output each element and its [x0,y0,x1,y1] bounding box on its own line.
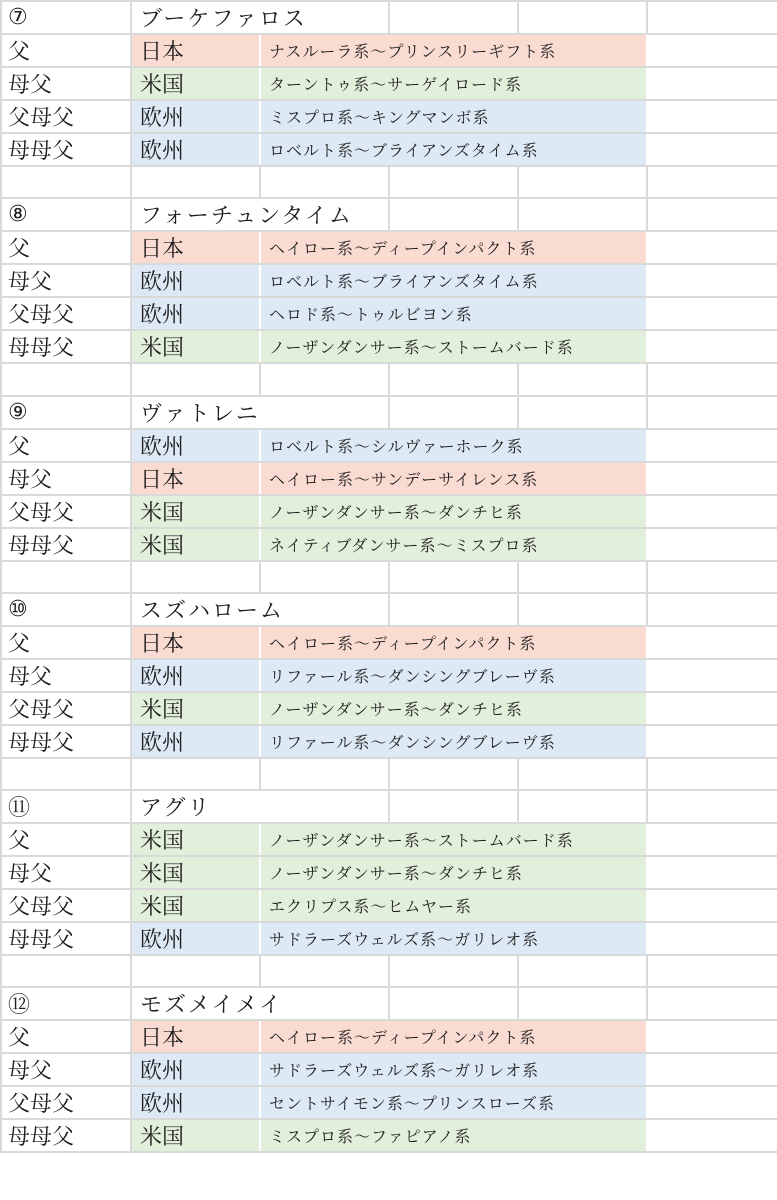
pedigree-row [1,330,777,363]
empty-cell[interactable] [647,856,777,889]
empty-cell[interactable] [389,1,518,34]
empty-cell[interactable] [647,955,777,987]
empty-cell[interactable] [647,363,777,395]
empty-cell[interactable] [260,561,389,593]
lineage-cell[interactable]: ヘイロー系～ディープインパクト系 [260,626,647,659]
region-cell[interactable]: 米国 [131,692,260,725]
pedigree-row [1,922,777,955]
ancestor-label[interactable]: 母母父 [1,528,131,561]
empty-cell[interactable] [518,758,647,790]
ancestor-label[interactable]: 母母父 [1,133,131,166]
horse-name[interactable]: フォーチュンタイム [131,198,389,231]
region-cell[interactable]: 米国 [131,67,260,100]
pedigree-row [1,34,777,67]
spacer-row [1,955,777,987]
empty-cell[interactable] [260,758,389,790]
empty-cell[interactable] [518,363,647,395]
empty-cell[interactable] [647,889,777,922]
empty-cell[interactable] [389,955,518,987]
empty-cell[interactable] [647,495,777,528]
lineage-cell[interactable]: ノーザンダンサー系～ストームバード系 [260,330,647,363]
lineage-cell[interactable]: リファール系～ダンシングブレーヴ系 [260,659,647,692]
empty-cell[interactable] [260,166,389,198]
empty-cell[interactable] [1,955,131,987]
lineage-cell[interactable]: ノーザンダンサー系～ストームバード系 [260,823,647,856]
ancestor-label[interactable]: 母母父 [1,725,131,758]
horse-name[interactable]: ブーケファロス [131,1,389,34]
pedigree-row [1,297,777,330]
lineage-cell[interactable]: ノーザンダンサー系～ダンチヒ系 [260,692,647,725]
horse-number[interactable]: ⑩ [1,593,131,626]
lineage-cell[interactable]: ノーザンダンサー系～ダンチヒ系 [260,495,647,528]
region-cell[interactable]: 欧州 [131,1086,260,1119]
empty-cell[interactable] [131,561,260,593]
horse-number[interactable]: ⑫ [1,987,131,1020]
empty-cell[interactable] [518,955,647,987]
ancestor-label[interactable]: 父母父 [1,495,131,528]
empty-cell[interactable] [647,823,777,856]
lineage-cell[interactable]: サドラーズウェルズ系～ガリレオ系 [260,1053,647,1086]
ancestor-label[interactable]: 父母父 [1,692,131,725]
empty-cell[interactable] [518,987,647,1020]
ancestor-label[interactable]: 父 [1,823,131,856]
horse-number[interactable]: ⑪ [1,790,131,823]
ancestor-label[interactable]: 母父 [1,462,131,495]
sheet-body [1,1,777,1152]
pedigree-row [1,692,777,725]
lineage-cell[interactable]: ロベルト系～ブライアンズタイム系 [260,264,647,297]
lineage-cell[interactable]: ネイティブダンサー系～ミスプロ系 [260,528,647,561]
pedigree-row [1,1119,777,1152]
lineage-cell[interactable]: ヘイロー系～ディープインパクト系 [260,231,647,264]
empty-cell[interactable] [647,330,777,363]
pedigree-row [1,100,777,133]
region-cell[interactable]: 欧州 [131,922,260,955]
pedigree-row [1,133,777,166]
region-cell[interactable]: 日本 [131,231,260,264]
pedigree-row [1,264,777,297]
lineage-cell[interactable]: ナスルーラ系～プリンスリーギフト系 [260,34,647,67]
pedigree-row [1,823,777,856]
region-cell[interactable]: 欧州 [131,264,260,297]
region-cell[interactable]: 米国 [131,889,260,922]
empty-cell[interactable] [647,34,777,67]
ancestor-label[interactable]: 父母父 [1,297,131,330]
pedigree-row [1,462,777,495]
empty-cell[interactable] [647,100,777,133]
horse-name[interactable]: スズハローム [131,593,389,626]
lineage-cell[interactable]: ロベルト系～シルヴァーホーク系 [260,429,647,462]
empty-cell[interactable] [1,758,131,790]
lineage-cell[interactable]: リファール系～ダンシングブレーヴ系 [260,725,647,758]
lineage-cell[interactable]: ミスプロ系～ファピアノ系 [260,1119,647,1152]
ancestor-label[interactable]: 母父 [1,856,131,889]
region-cell[interactable]: 日本 [131,462,260,495]
empty-cell[interactable] [518,166,647,198]
region-cell[interactable]: 米国 [131,330,260,363]
empty-cell[interactable] [647,593,777,626]
ancestor-label[interactable]: 母父 [1,1053,131,1086]
empty-cell[interactable] [647,231,777,264]
region-cell[interactable]: 米国 [131,823,260,856]
empty-cell[interactable] [647,659,777,692]
empty-cell[interactable] [647,692,777,725]
empty-cell[interactable] [647,462,777,495]
empty-cell[interactable] [389,198,518,231]
horse-number[interactable]: ⑧ [1,198,131,231]
spacer-row [1,166,777,198]
pedigree-row [1,659,777,692]
empty-cell[interactable] [260,363,389,395]
region-cell[interactable]: 米国 [131,856,260,889]
pedigree-row [1,429,777,462]
lineage-cell[interactable]: サドラーズウェルズ系～ガリレオ系 [260,922,647,955]
empty-cell[interactable] [647,1086,777,1119]
empty-cell[interactable] [647,987,777,1020]
region-cell[interactable]: 日本 [131,626,260,659]
pedigree-row [1,1053,777,1086]
region-cell[interactable]: 米国 [131,1119,260,1152]
empty-cell[interactable] [131,363,260,395]
region-cell[interactable]: 欧州 [131,659,260,692]
empty-cell[interactable] [260,955,389,987]
empty-cell[interactable] [1,561,131,593]
ancestor-label[interactable]: 母父 [1,264,131,297]
ancestor-label[interactable]: 父母父 [1,1086,131,1119]
horse-header-row [1,593,777,626]
lineage-cell[interactable]: ヘロド系～トゥルビヨン系 [260,297,647,330]
lineage-cell[interactable]: セントサイモン系～プリンスローズ系 [260,1086,647,1119]
empty-cell[interactable] [389,396,518,429]
empty-cell[interactable] [518,561,647,593]
lineage-cell[interactable]: ロベルト系～ブライアンズタイム系 [260,133,647,166]
empty-cell[interactable] [131,758,260,790]
empty-cell[interactable] [647,198,777,231]
pedigree-row [1,889,777,922]
ancestor-label[interactable]: 父 [1,231,131,264]
empty-cell[interactable] [131,955,260,987]
spacer-row [1,561,777,593]
ancestor-label[interactable]: 母母父 [1,330,131,363]
empty-cell[interactable] [389,987,518,1020]
ancestor-label[interactable]: 父 [1,1020,131,1053]
empty-cell[interactable] [647,790,777,823]
region-cell[interactable]: 欧州 [131,725,260,758]
region-cell[interactable]: 日本 [131,34,260,67]
lineage-cell[interactable]: ヘイロー系～サンデーサイレンス系 [260,462,647,495]
ancestor-label[interactable]: 母母父 [1,1119,131,1152]
horse-header-row [1,396,777,429]
ancestor-label[interactable]: 父 [1,626,131,659]
empty-cell[interactable] [647,561,777,593]
empty-cell[interactable] [389,561,518,593]
empty-cell[interactable] [389,790,518,823]
lineage-cell[interactable]: ノーザンダンサー系～ダンチヒ系 [260,856,647,889]
empty-cell[interactable] [647,1119,777,1152]
pedigree-row [1,231,777,264]
region-cell[interactable]: 米国 [131,495,260,528]
spacer-row [1,363,777,395]
horse-header-row [1,198,777,231]
lineage-cell[interactable]: ミスプロ系～キングマンボ系 [260,100,647,133]
region-cell[interactable]: 日本 [131,1020,260,1053]
empty-cell[interactable] [647,626,777,659]
lineage-cell[interactable]: エクリプス系～ヒムヤー系 [260,889,647,922]
horse-header-row [1,987,777,1020]
empty-cell[interactable] [647,725,777,758]
empty-cell[interactable] [389,758,518,790]
empty-cell[interactable] [647,922,777,955]
empty-cell[interactable] [647,528,777,561]
ancestor-label[interactable]: 父 [1,429,131,462]
ancestor-label[interactable]: 父母父 [1,100,131,133]
empty-cell[interactable] [647,133,777,166]
region-cell[interactable]: 欧州 [131,429,260,462]
empty-cell[interactable] [647,396,777,429]
horse-header-row [1,790,777,823]
empty-cell[interactable] [389,166,518,198]
region-cell[interactable]: 欧州 [131,133,260,166]
empty-cell[interactable] [389,593,518,626]
empty-cell[interactable] [518,790,647,823]
ancestor-label[interactable]: 父 [1,34,131,67]
horse-name[interactable]: モズメイメイ [131,987,389,1020]
lineage-cell[interactable]: ヘイロー系～ディープインパクト系 [260,1020,647,1053]
horse-name[interactable]: アグリ [131,790,389,823]
empty-cell[interactable] [647,429,777,462]
empty-cell[interactable] [1,363,131,395]
region-cell[interactable]: 欧州 [131,297,260,330]
empty-cell[interactable] [647,1053,777,1086]
region-cell[interactable]: 欧州 [131,100,260,133]
spacer-row [1,758,777,790]
horse-number[interactable]: ⑦ [1,1,131,34]
empty-cell[interactable] [131,166,260,198]
empty-cell[interactable] [647,758,777,790]
empty-cell[interactable] [647,1020,777,1053]
empty-cell[interactable] [389,363,518,395]
pedigree-row [1,1020,777,1053]
ancestor-label[interactable]: 母父 [1,659,131,692]
empty-cell[interactable] [518,396,647,429]
horse-number[interactable]: ⑨ [1,396,131,429]
empty-cell[interactable] [647,67,777,100]
horse-name[interactable]: ヴァトレニ [131,396,389,429]
horse-header-row [1,1,777,34]
empty-cell[interactable] [1,166,131,198]
pedigree-row [1,856,777,889]
empty-cell[interactable] [647,1,777,34]
pedigree-row [1,67,777,100]
empty-cell[interactable] [518,593,647,626]
ancestor-label[interactable]: 父母父 [1,889,131,922]
region-cell[interactable]: 米国 [131,528,260,561]
lineage-cell[interactable]: ターントゥ系～サーゲイロード系 [260,67,647,100]
empty-cell[interactable] [518,1,647,34]
empty-cell[interactable] [647,264,777,297]
pedigree-row [1,1086,777,1119]
pedigree-row [1,528,777,561]
region-cell[interactable]: 欧州 [131,1053,260,1086]
empty-cell[interactable] [647,166,777,198]
empty-cell[interactable] [647,297,777,330]
ancestor-label[interactable]: 母母父 [1,922,131,955]
pedigree-row [1,495,777,528]
empty-cell[interactable] [518,198,647,231]
ancestor-label[interactable]: 母父 [1,67,131,100]
pedigree-row [1,626,777,659]
pedigree-row [1,725,777,758]
